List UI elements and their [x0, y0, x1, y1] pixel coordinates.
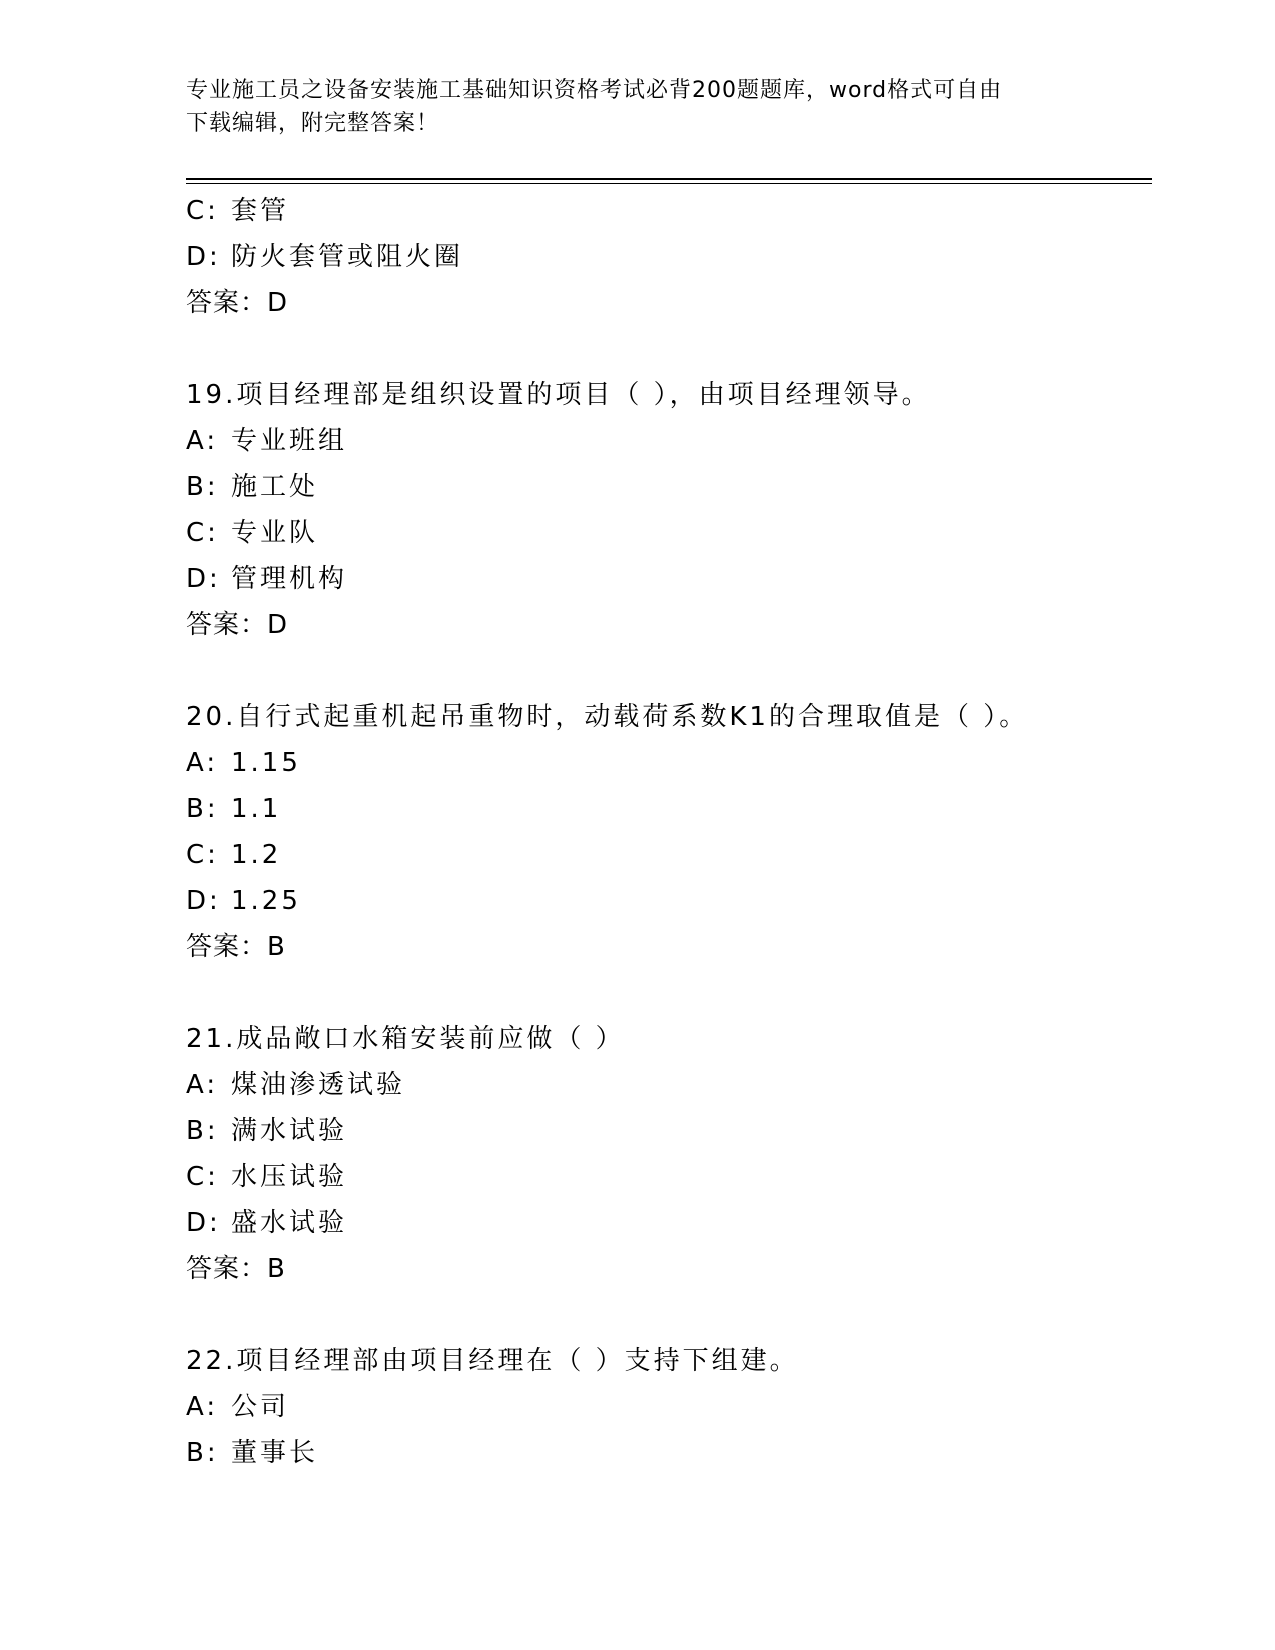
option-key: C:: [186, 196, 219, 226]
option-key: D:: [186, 886, 221, 916]
option-key: A:: [186, 1070, 219, 1100]
question-22: [186, 1338, 1152, 1476]
option-text: 防火套管或阻火圈: [231, 242, 464, 272]
option-text: 煤油渗透试验: [231, 1070, 406, 1100]
option-line: [186, 1154, 1152, 1200]
option-line: [186, 1108, 1152, 1154]
option-line: [186, 1384, 1152, 1430]
question-spacer: [186, 326, 1152, 372]
option-line: [186, 188, 1152, 234]
option-line: [186, 878, 1152, 924]
answer-line: 答案：D: [186, 288, 289, 318]
option-line: [186, 510, 1152, 556]
answer-line: 答案：D: [186, 610, 289, 640]
question-21: [186, 1016, 1152, 1292]
header-rule-thick: [186, 178, 1152, 180]
question-stem: 22.项目经理部由项目经理在（ ）支持下组建。: [186, 1346, 799, 1376]
question-list: [186, 188, 1152, 1476]
option-text: 专业班组: [231, 426, 348, 456]
option-key: B:: [186, 794, 219, 824]
option-text: 满水试验: [231, 1116, 348, 1146]
option-line: [186, 1062, 1152, 1108]
document-header: [186, 74, 1066, 140]
option-line: [186, 1430, 1152, 1476]
answer-line: 答案：B: [186, 1254, 286, 1284]
question-stem: 20.自行式起重机起吊重物时，动载荷系数K1的合理取值是（ ）。: [186, 702, 1029, 732]
option-key: B:: [186, 1438, 219, 1468]
option-line: [186, 740, 1152, 786]
option-line: [186, 832, 1152, 878]
option-key: B:: [186, 472, 219, 502]
header-line-1: 专业施工员之设备安装施工基础知识资格考试必背200题题库，word格式可自由: [186, 78, 1003, 103]
option-text: 1.2: [231, 840, 282, 870]
question-stem: 19.项目经理部是组织设置的项目（ ），由项目经理领导。: [186, 380, 931, 410]
option-key: A:: [186, 426, 219, 456]
option-key: C:: [186, 1162, 219, 1192]
header-line-2: 下载编辑，附完整答案！: [186, 111, 440, 136]
option-line: [186, 786, 1152, 832]
option-text: 管理机构: [231, 564, 348, 594]
question-stem: 21.成品敞口水箱安装前应做（ ）: [186, 1024, 625, 1054]
option-text: 盛水试验: [231, 1208, 348, 1238]
question-spacer: [186, 1292, 1152, 1338]
option-key: B:: [186, 1116, 219, 1146]
option-text: 1.15: [231, 748, 301, 778]
option-text: 公司: [231, 1392, 290, 1422]
option-text: 专业队: [231, 518, 319, 548]
option-text: 1.25: [231, 886, 301, 916]
question-18-continuation: [186, 188, 1152, 326]
option-line: [186, 464, 1152, 510]
option-line: [186, 234, 1152, 280]
option-key: D:: [186, 1208, 221, 1238]
option-line: [186, 556, 1152, 602]
answer-line: 答案：B: [186, 932, 286, 962]
option-text: 1.1: [231, 794, 282, 824]
option-text: 董事长: [231, 1438, 319, 1468]
option-text: 施工处: [231, 472, 319, 502]
option-key: C:: [186, 518, 219, 548]
option-key: C:: [186, 840, 219, 870]
question-spacer: [186, 970, 1152, 1016]
question-20: [186, 694, 1152, 970]
option-key: A:: [186, 1392, 219, 1422]
option-line: [186, 418, 1152, 464]
option-text: 套管: [231, 196, 290, 226]
option-line: [186, 1200, 1152, 1246]
option-key: A:: [186, 748, 219, 778]
header-rule-thin: [186, 183, 1152, 184]
question-19: [186, 372, 1152, 648]
option-key: D:: [186, 564, 221, 594]
question-spacer: [186, 648, 1152, 694]
option-key: D:: [186, 242, 221, 272]
option-text: 水压试验: [231, 1162, 348, 1192]
